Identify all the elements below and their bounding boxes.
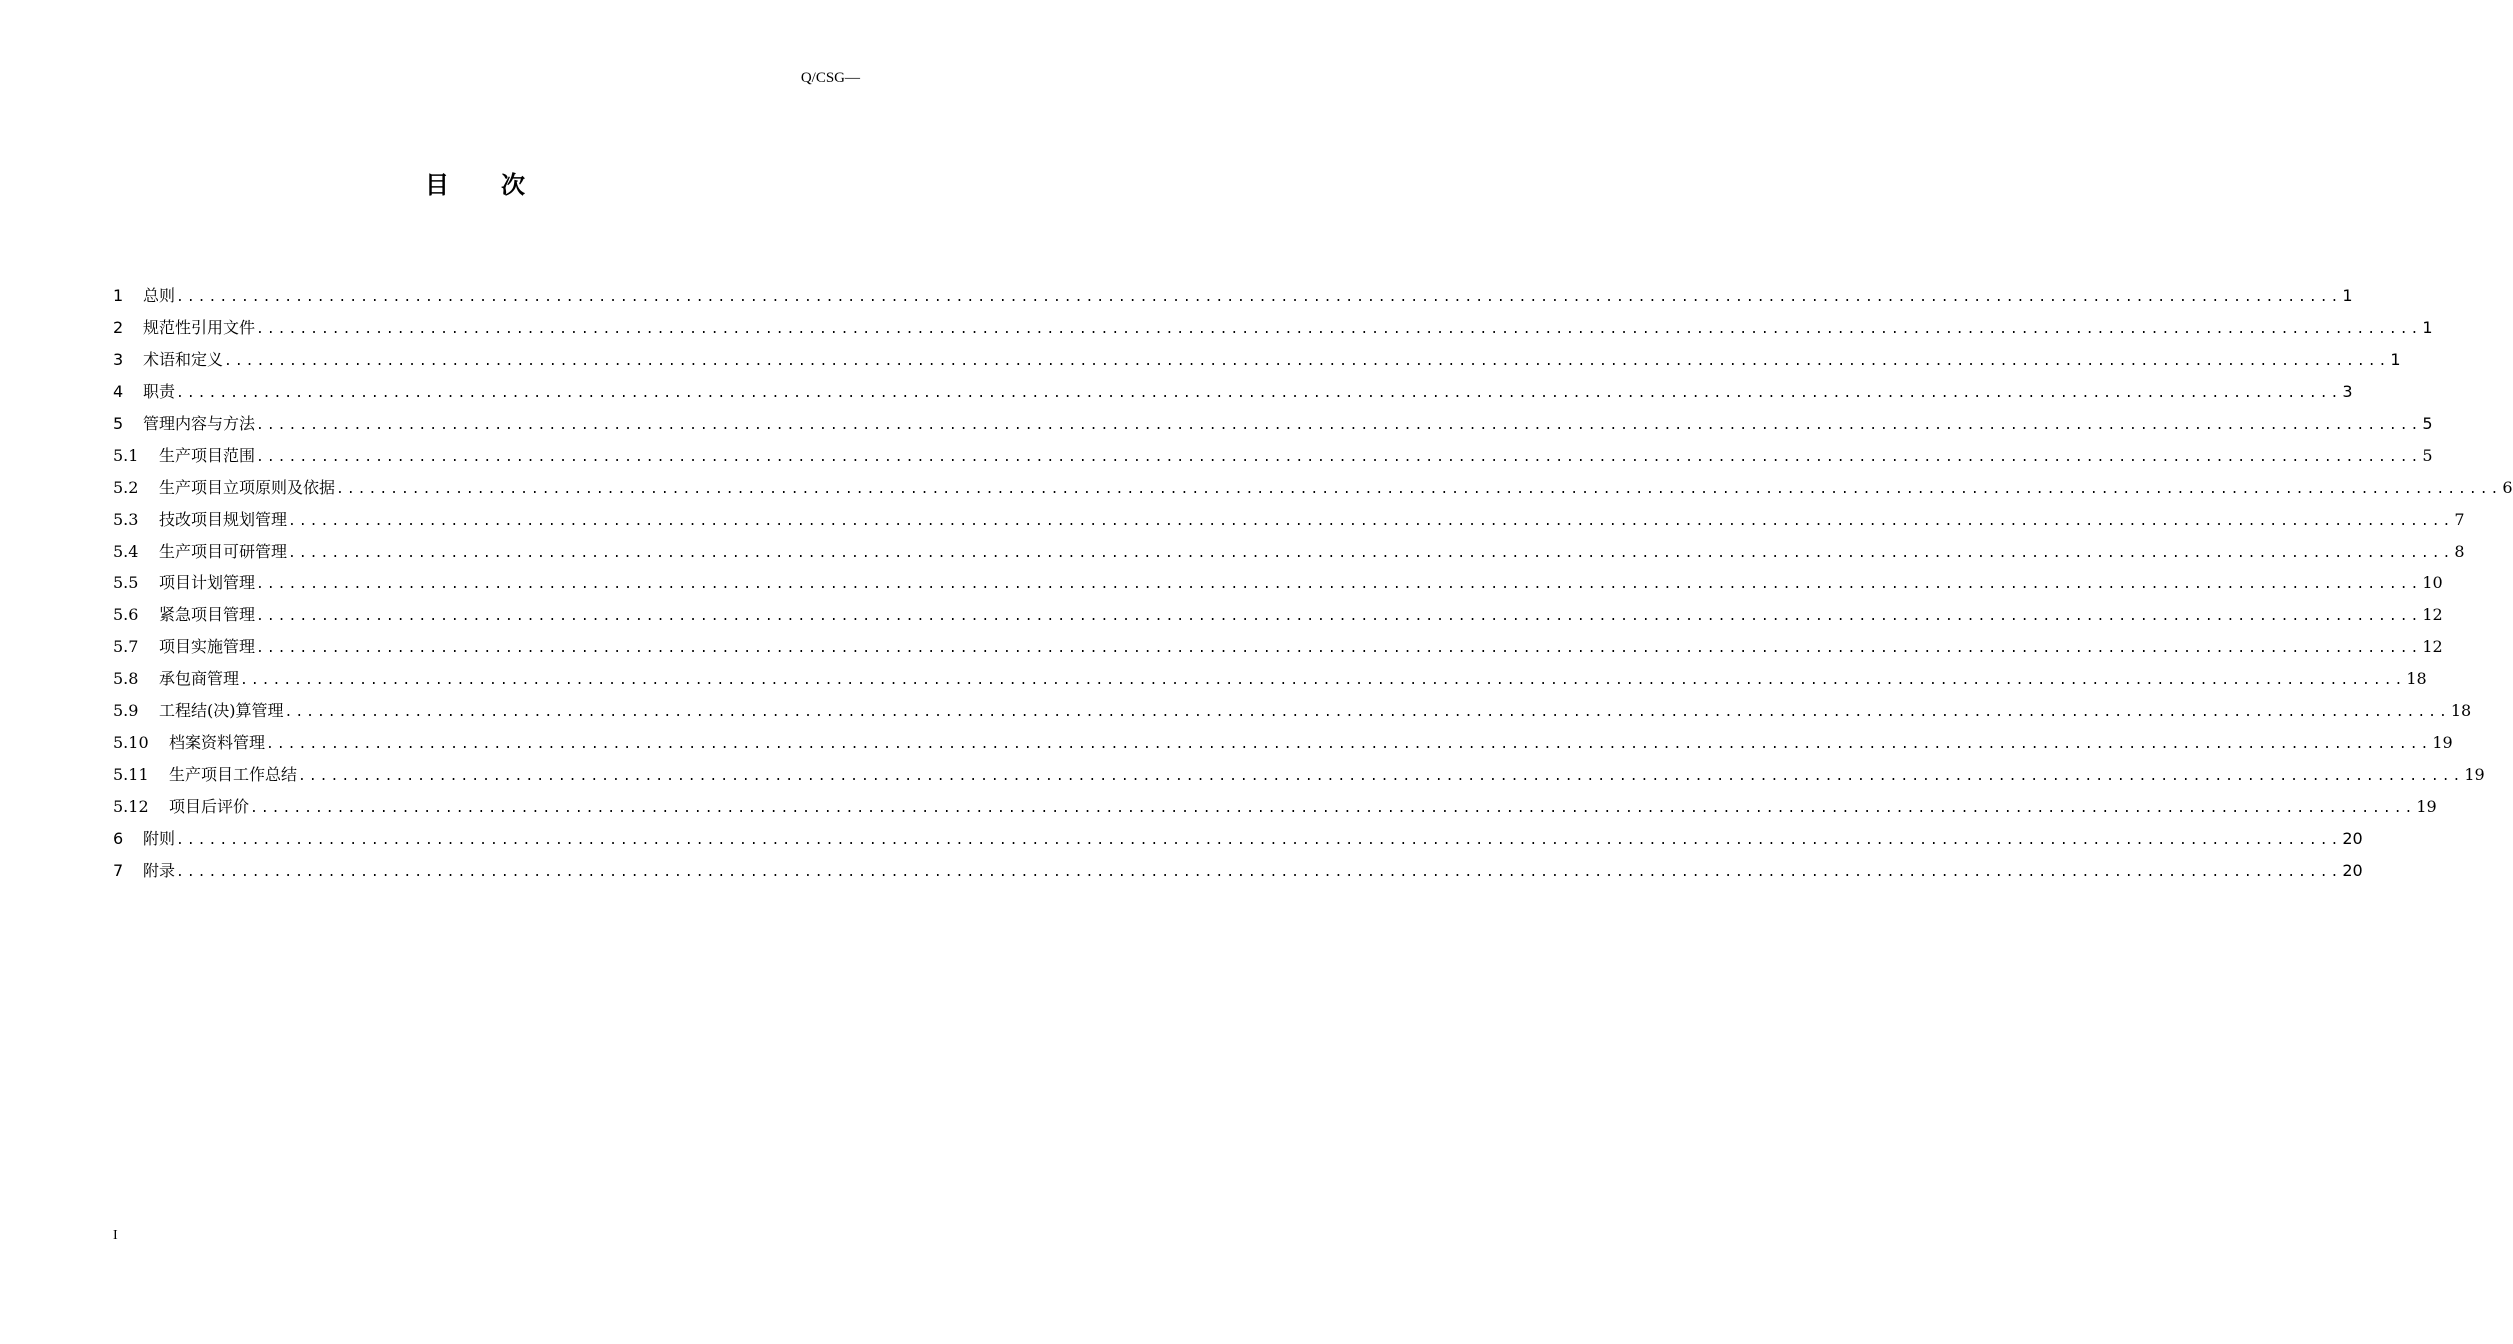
toc-entry-page: 20 bbox=[2342, 828, 2363, 848]
toc-entry-label: 规范性引用文件 bbox=[143, 317, 256, 337]
toc-entry-number: 5.5 bbox=[113, 573, 139, 593]
toc-entry[interactable] bbox=[113, 376, 2353, 408]
toc-entry-page: 12 bbox=[2422, 605, 2443, 625]
toc-entry[interactable] bbox=[113, 344, 2401, 376]
toc-entry[interactable] bbox=[113, 791, 2437, 823]
dot-leader: ........................................................................................................................................................................................................ bbox=[336, 481, 2502, 497]
toc-entry[interactable] bbox=[113, 408, 2433, 440]
toc-entry-label: 项目后评价 bbox=[169, 797, 250, 816]
toc-entry[interactable] bbox=[113, 695, 2472, 727]
toc-entry-number: 6 bbox=[113, 828, 124, 848]
toc-entry-label: 项目计划管理 bbox=[159, 573, 256, 593]
toc-entry-number: 5.11 bbox=[113, 765, 149, 785]
toc-entry-number: 2 bbox=[113, 317, 124, 337]
toc-entry-number: 5.9 bbox=[113, 701, 139, 721]
toc-entry-number: 5.7 bbox=[113, 637, 139, 657]
toc-entry-label: 生产项目范围 bbox=[159, 445, 256, 465]
toc-entry-page: 19 bbox=[2432, 733, 2453, 753]
dot-leader: ........................................................................................................................................................................................................ bbox=[256, 609, 2422, 625]
toc-entry-number: 5.3 bbox=[113, 509, 139, 529]
document-code: Q/CSG— bbox=[800, 70, 860, 86]
toc-entry[interactable] bbox=[113, 567, 2443, 599]
toc-entry-number: 1 bbox=[113, 286, 124, 305]
toc-entry[interactable] bbox=[113, 312, 2433, 344]
toc-entry[interactable] bbox=[113, 440, 2433, 472]
toc-entry-page: 5 bbox=[2422, 445, 2433, 465]
toc-entry-page: 1 bbox=[2342, 286, 2353, 305]
toc-entry-label: 承包商管理 bbox=[159, 669, 240, 689]
toc-entry[interactable] bbox=[113, 727, 2453, 759]
toc-entry-number: 5.1 bbox=[113, 445, 139, 465]
toc-entry-label: 附录 bbox=[143, 860, 176, 880]
toc-entry[interactable] bbox=[113, 536, 2465, 568]
toc-entry-number: 3 bbox=[113, 349, 124, 369]
toc-entry-label: 紧急项目管理 bbox=[159, 605, 256, 625]
toc-entry-page: 19 bbox=[2416, 797, 2437, 816]
dot-leader: ........................................................................................................................................................................................................ bbox=[256, 449, 2422, 465]
dot-leader: ........................................................................................................................................................................................................ bbox=[256, 321, 2422, 337]
toc-entry-page: 8 bbox=[2454, 541, 2465, 561]
toc-entry-label: 档案资料管理 bbox=[169, 733, 266, 753]
table-of-contents bbox=[113, 280, 2513, 887]
dot-leader: ........................................................................................................................................................................................................ bbox=[250, 801, 2416, 816]
toc-entry-number: 5.12 bbox=[113, 797, 149, 816]
toc-entry[interactable] bbox=[113, 280, 2353, 312]
toc-entry-page: 7 bbox=[2454, 509, 2465, 529]
dot-leader: ........................................................................................................................................................................................................ bbox=[266, 737, 2432, 753]
dot-leader: ........................................................................................................................................................................................................ bbox=[176, 385, 2342, 401]
dot-leader: ........................................................................................................................................................................................................ bbox=[176, 864, 2342, 880]
toc-entry-number: 5.4 bbox=[113, 541, 139, 561]
toc-entry-page: 12 bbox=[2422, 637, 2443, 657]
dot-leader: ........................................................................................................................................................................................................ bbox=[298, 769, 2464, 785]
toc-entry-page: 6 bbox=[2502, 477, 2513, 497]
toc-entry-label: 生产项目可研管理 bbox=[159, 541, 288, 561]
toc-entry-page: 20 bbox=[2342, 860, 2363, 880]
toc-entry-number: 5.6 bbox=[113, 605, 139, 625]
toc-entry-label: 职责 bbox=[143, 381, 176, 401]
toc-entry-number: 4 bbox=[113, 381, 124, 401]
toc-entry[interactable] bbox=[113, 855, 2363, 887]
toc-entry-page: 10 bbox=[2422, 573, 2443, 593]
dot-leader: ........................................................................................................................................................................................................ bbox=[288, 513, 2454, 529]
toc-entry-label: 附则 bbox=[143, 828, 176, 848]
toc-entry-page: 3 bbox=[2342, 381, 2353, 401]
toc-entry[interactable] bbox=[113, 631, 2443, 663]
toc-entry-number: 7 bbox=[113, 860, 124, 880]
toc-entry-number: 5.2 bbox=[113, 477, 139, 497]
dot-leader: ........................................................................................................................................................................................................ bbox=[256, 577, 2422, 593]
toc-entry-page: 1 bbox=[2390, 349, 2401, 369]
dot-leader: ........................................................................................................................................................................................................ bbox=[176, 290, 2342, 305]
toc-entry-page: 19 bbox=[2464, 765, 2485, 785]
toc-entry[interactable] bbox=[113, 599, 2443, 631]
page-title-char-2: 次 bbox=[501, 171, 525, 199]
dot-leader: ........................................................................................................................................................................................................ bbox=[284, 705, 2450, 721]
toc-entry-label: 术语和定义 bbox=[143, 349, 224, 369]
toc-entry-number: 5 bbox=[113, 413, 124, 433]
toc-entry-label: 生产项目工作总结 bbox=[169, 765, 298, 785]
toc-entry-label: 管理内容与方法 bbox=[143, 413, 256, 433]
toc-entry-number: 5.8 bbox=[113, 669, 139, 689]
toc-entry-label: 项目实施管理 bbox=[159, 637, 256, 657]
dot-leader: ........................................................................................................................................................................................................ bbox=[288, 545, 2454, 561]
toc-entry[interactable] bbox=[113, 472, 2513, 504]
dot-leader: ........................................................................................................................................................................................................ bbox=[224, 353, 2390, 369]
toc-entry[interactable] bbox=[113, 759, 2485, 791]
toc-entry-page: 5 bbox=[2422, 413, 2433, 433]
toc-entry[interactable] bbox=[113, 823, 2363, 855]
dot-leader: ........................................................................................................................................................................................................ bbox=[256, 417, 2422, 433]
dot-leader: ........................................................................................................................................................................................................ bbox=[176, 832, 2342, 848]
toc-entry-number: 5.10 bbox=[113, 733, 149, 753]
page-folio: I bbox=[113, 1228, 118, 1243]
toc-entry-label: 总则 bbox=[143, 286, 176, 305]
toc-entry-label: 工程结(决)算管理 bbox=[159, 701, 284, 721]
page-title bbox=[0, 168, 950, 202]
toc-entry-page: 1 bbox=[2422, 317, 2433, 337]
toc-entry-label: 生产项目立项原则及依据 bbox=[159, 477, 336, 497]
page-title-char-1: 目 bbox=[425, 171, 449, 199]
toc-entry-page: 18 bbox=[2406, 669, 2427, 689]
toc-entry[interactable] bbox=[113, 504, 2465, 536]
dot-leader: ........................................................................................................................................................................................................ bbox=[240, 673, 2406, 689]
toc-entry-page: 18 bbox=[2450, 701, 2472, 721]
toc-entry[interactable] bbox=[113, 663, 2427, 695]
dot-leader: ........................................................................................................................................................................................................ bbox=[256, 641, 2422, 657]
toc-entry-label: 技改项目规划管理 bbox=[159, 509, 288, 529]
